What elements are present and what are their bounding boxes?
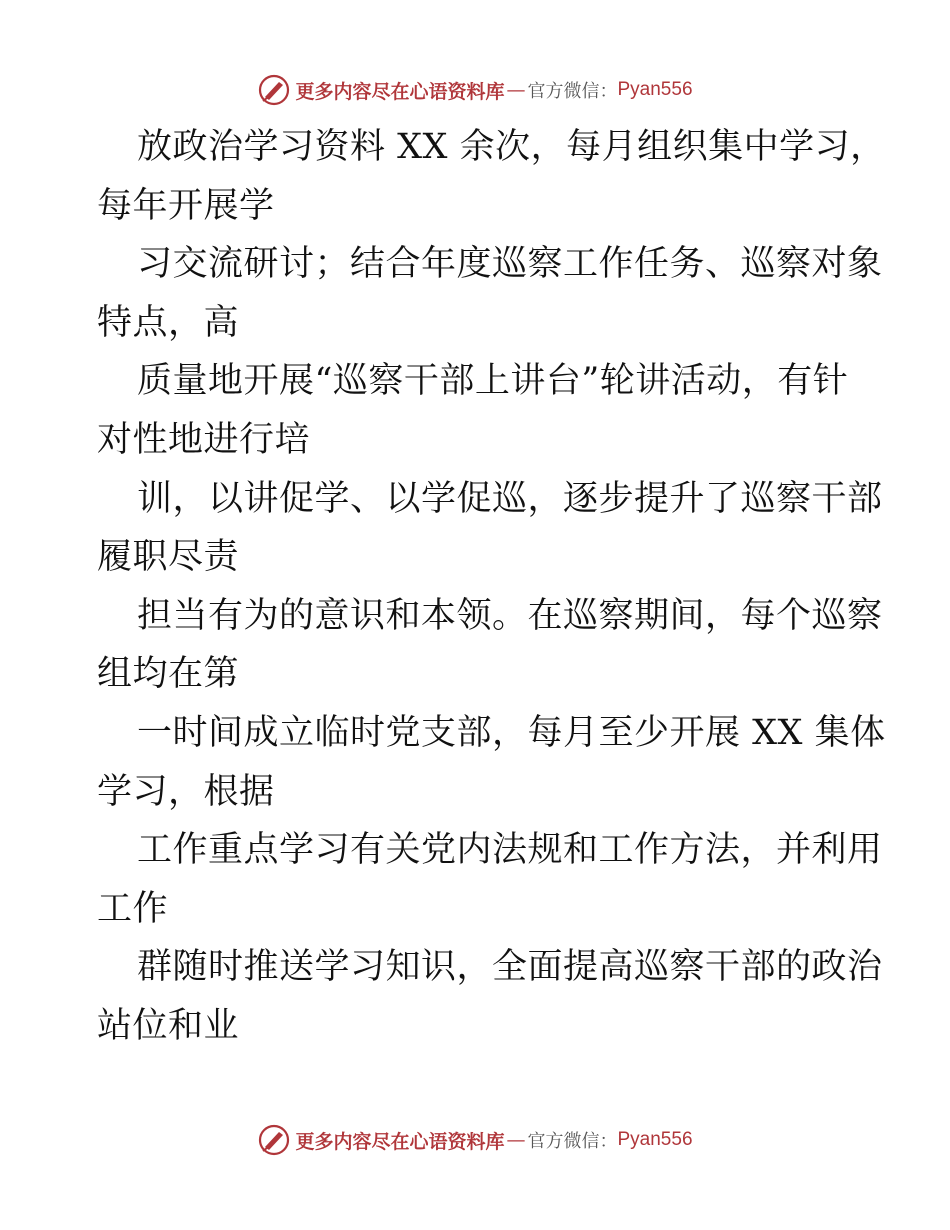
text-line: 群随时推送学习知识，全面提高巡察干部的政治 [137,947,883,988]
document-body [97,118,886,1056]
banner-wechat-label: 官方微信： [527,1131,618,1152]
text-line: 每年开展学 [97,185,275,226]
text-line: 放政治学习资料 XX 余次，每月组织集中学习， [137,127,886,167]
footer-banner [0,1122,950,1158]
text-line: 担当有为的意识和本领。在巡察期间，每个巡察 [137,595,883,636]
text-line: 一时间成立临时党支部，每月至少开展 XX 集体 [137,712,886,753]
banner-wechat-label: 官方微信： [527,81,618,102]
text-line: 训，以讲促学、以学促巡，逐步提升了巡察干部 [137,478,883,519]
text-line: 组均在第 [97,654,240,695]
header-banner [0,72,950,108]
banner-site-name: 更多内容尽在心语资料库 [295,1130,505,1153]
text-line: 对性地进行培 [97,419,311,460]
banner-wechat-id: Pyan556 [617,79,693,100]
banner-dash: — [506,79,526,101]
quill-pen-logo-icon [257,73,291,107]
text-line: 学习，根据 [97,771,275,812]
banner-site-name: 更多内容尽在心语资料库 [295,80,505,103]
text-line: 习交流研讨；结合年度巡察工作任务、巡察对象 [137,244,883,285]
banner-dash: — [506,1129,526,1151]
banner-wechat-id: Pyan556 [617,1129,693,1150]
text-line: 工作 [97,888,169,929]
text-line: 站位和业 [97,1005,240,1046]
quill-pen-logo-icon [257,1123,291,1157]
text-line: 质量地开展“巡察干部上讲台”轮讲活动，有针 [137,361,849,402]
text-line: 工作重点学习有关党内法规和工作方法，并利用 [137,830,883,871]
text-line: 特点，高 [97,302,240,343]
text-line: 履职尽责 [97,537,240,578]
